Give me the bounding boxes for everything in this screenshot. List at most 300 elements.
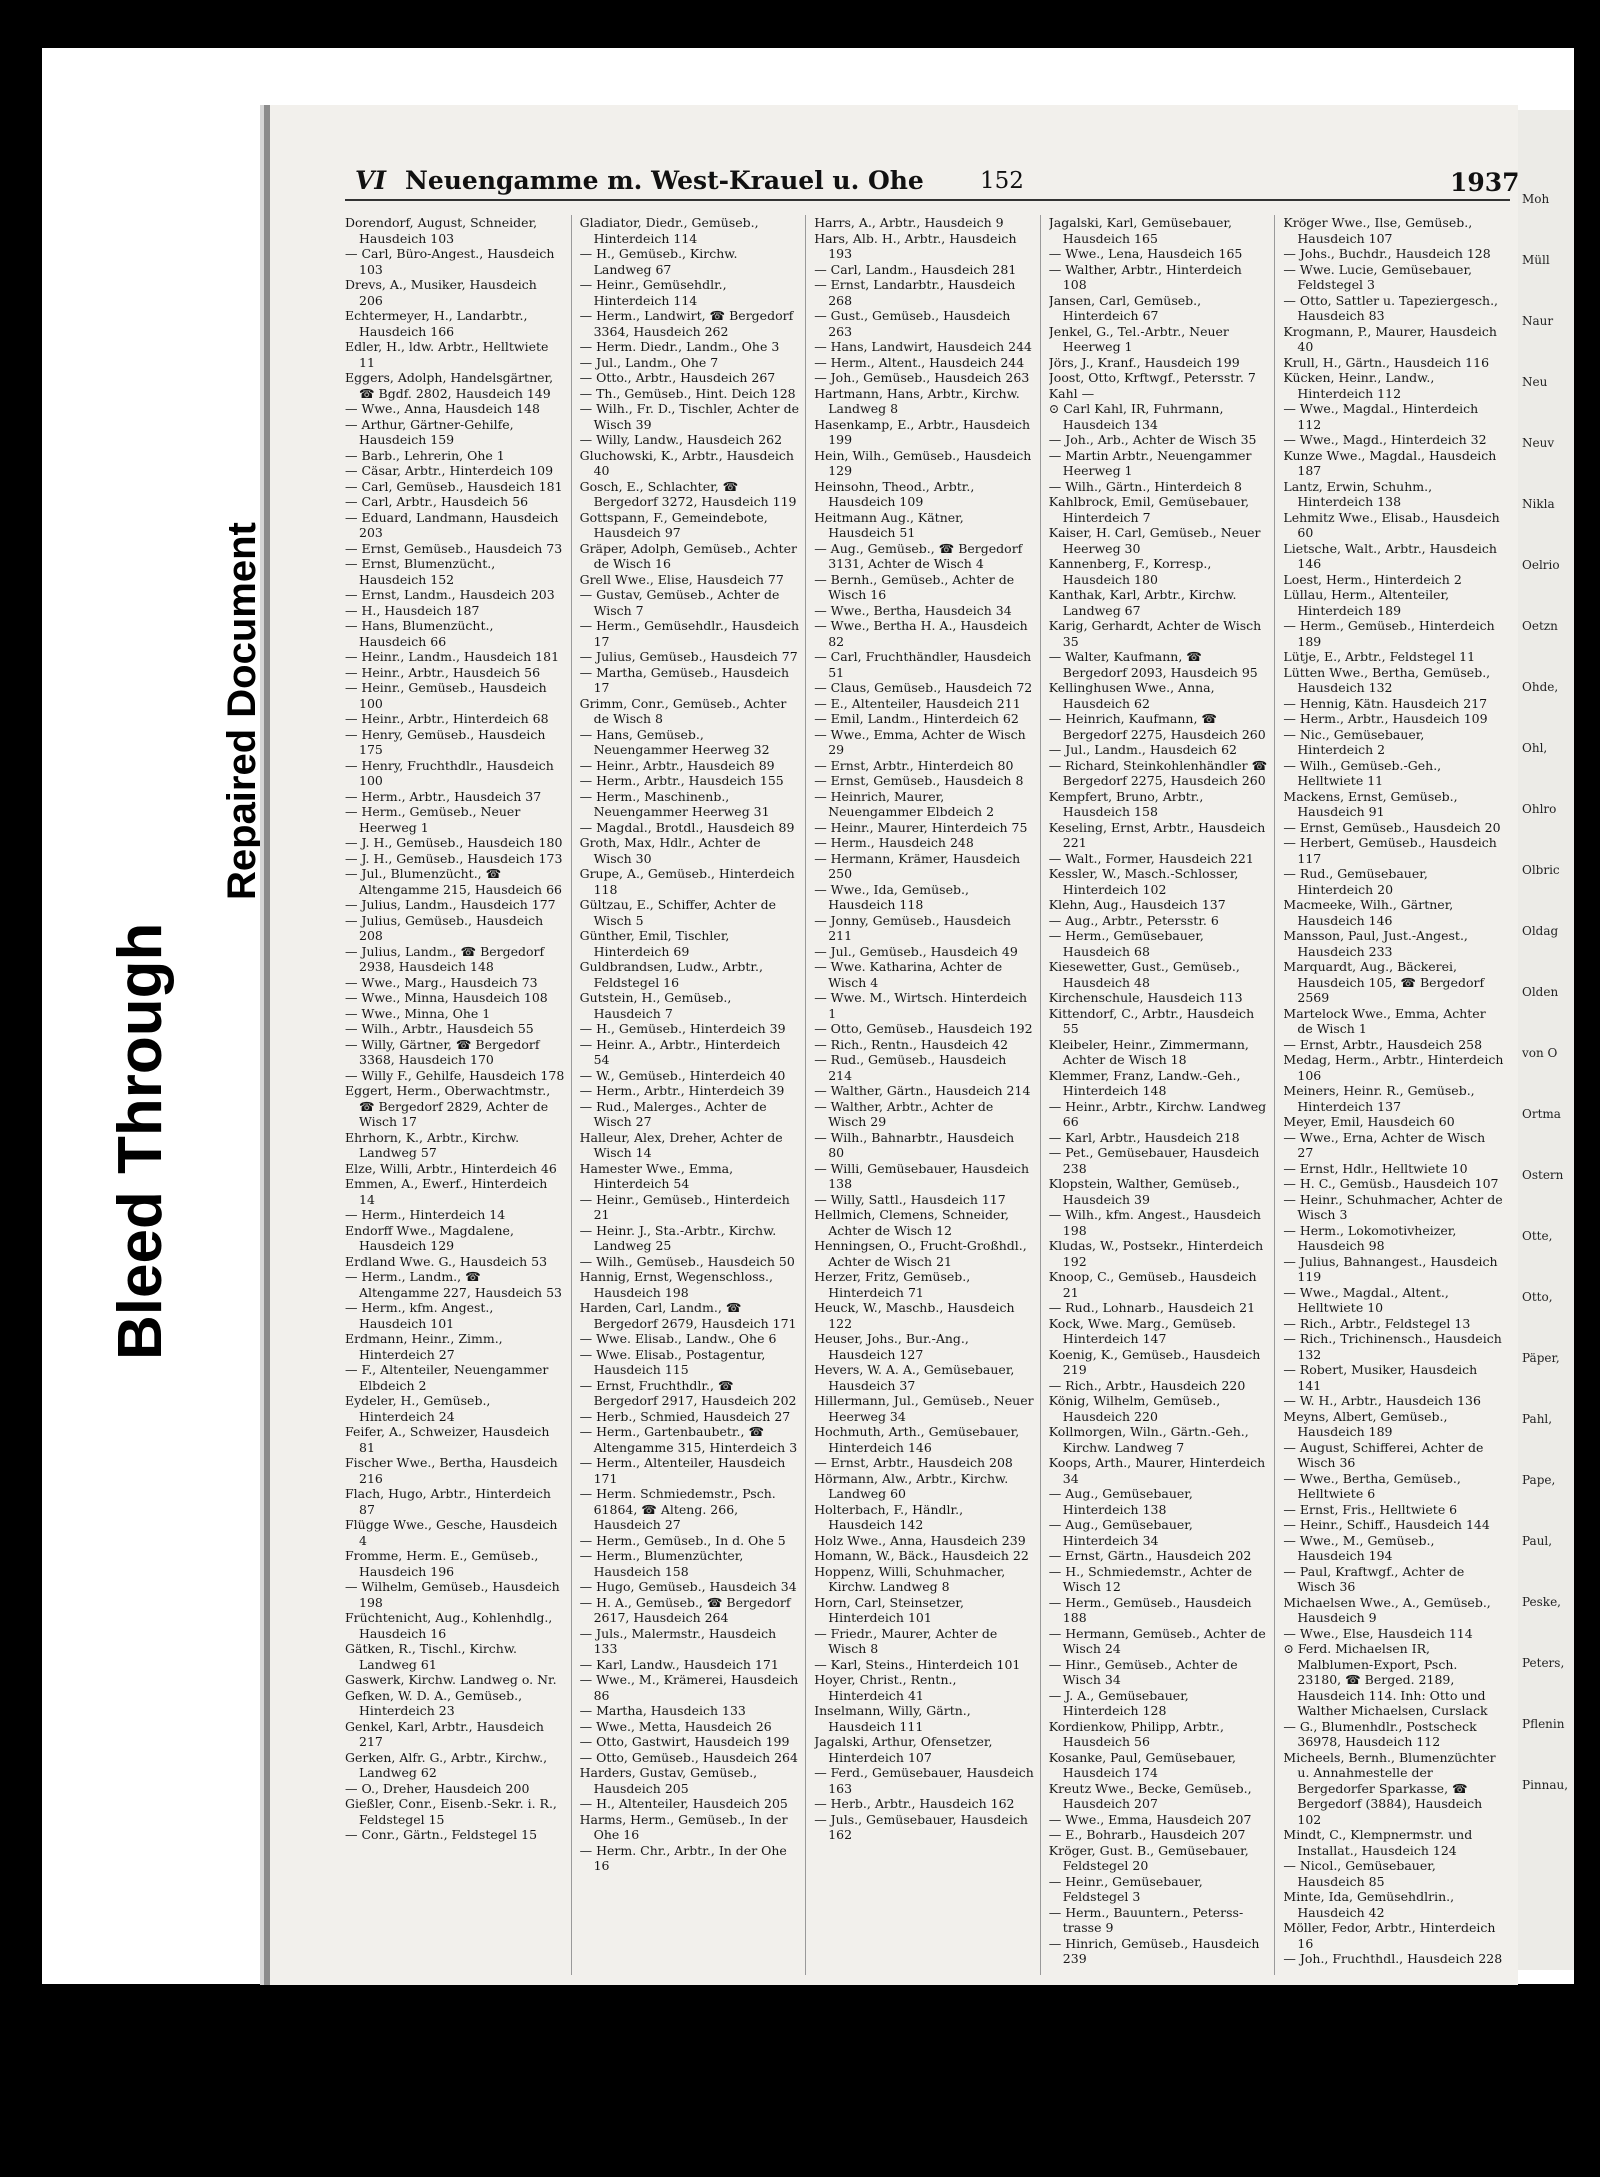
directory-entry: — Herm. Diedr., Landm., Ohe 3 <box>579 339 780 354</box>
directory-entry: Lantz, Erwin, Schuhm., Hinterdeich 138 <box>1283 478 1433 509</box>
directory-entry: Krull, H., Gärtn., Hausdeich 116 <box>1283 354 1490 370</box>
next-page-fragment: Peters, <box>1522 1656 1565 1670</box>
directory-entry: — H., Gemüseb., Kirchw. Landweg 67 <box>579 246 738 277</box>
directory-entry: — Ernst, Gemüseb., Hausdeich 73 <box>345 540 563 556</box>
directory-entry: Kellinghusen Wwe., Anna, Hausdeich 62 <box>1048 680 1215 711</box>
next-page-fragment: Oetzn <box>1522 619 1558 633</box>
directory-entry: Herzer, Fritz, Gemüseb., Hinterdeich 71 <box>814 1269 971 1300</box>
next-page-fragment: Ohlro <box>1522 802 1557 816</box>
directory-entry: — Eduard, Landmann, Hausdeich 203 <box>345 509 559 540</box>
directory-entry: Eggert, Herm., Oberwachtmstr., ☎ Bergedorf 2829, Achter de Wisch 17 <box>345 1083 551 1129</box>
directory-entry: Loest, Herm., Hinterdeich 2 <box>1283 571 1462 587</box>
directory-entry: Gottspann, F., Gemeindebote, Hausdeich 97 <box>579 509 768 540</box>
directory-entry: Kanthak, Karl, Arbtr., Kirchw. Landweg 67 <box>1048 587 1237 618</box>
directory-entry: — Julius, Gemüseb., Hausdeich 208 <box>345 912 544 943</box>
next-page-fragment: Neuv <box>1522 436 1555 450</box>
directory-entry: Groth, Max, Hdlr., Achter de Wisch 30 <box>579 835 761 866</box>
directory-entry: — Wwe., Marg., Hausdeich 73 <box>345 974 538 990</box>
directory-entry: — Aug., Gemüsebauer, Hinterdeich 34 <box>1048 1517 1193 1548</box>
directory-entry: — Herm., Bauuntern., Petersstrasse 9 <box>1048 1904 1244 1935</box>
directory-entry: — Willy F., Gehilfe, Hausdeich 178 <box>345 1067 565 1083</box>
directory-entry: Grimm, Conr., Gemüseb., Achter de Wisch 8 <box>579 695 787 726</box>
directory-entry: Kreutz Wwe., Becke, Gemüseb., Hausdeich 207 <box>1048 1780 1252 1811</box>
directory-entry: — Herm., Altenteiler, Hausdeich 171 <box>579 1455 786 1486</box>
directory-columns <box>345 215 1510 1975</box>
directory-entry: Lehmitz Wwe., Elisab., Hausdeich 60 <box>1283 509 1500 540</box>
directory-entry: — Carl, Büro-Angest., Hausdeich 103 <box>345 246 555 277</box>
directory-entry: — Heinr. J., Sta.-Arbtr., Kirchw. Landweg 25 <box>579 1222 777 1253</box>
directory-entry: — W., Gemüseb., Hinterdeich 40 <box>579 1067 786 1083</box>
directory-entry: — Heinr., Arbtr., Hinterdeich 68 <box>345 711 549 726</box>
directory-entry: — Herm. Chr., Arbtr., In der Ohe 16 <box>579 1842 787 1873</box>
directory-entry: Knoop, C., Gemüseb., Hausdeich 21 <box>1048 1269 1257 1300</box>
directory-entry: — Walther, Gärtn., Hausdeich 214 <box>814 1083 1031 1098</box>
column-2 <box>580 215 807 1975</box>
directory-entry: Gräper, Adolph, Gemüseb., Achter de Wisch 16 <box>579 540 798 571</box>
directory-entry: — Barb., Lehrerin, Ohe 1 <box>345 447 505 463</box>
directory-entry: — Carl, Landm., Hausdeich 281 <box>814 261 1017 277</box>
directory-entry: — Wwe., Bertha, Hausdeich 34 <box>814 602 1012 618</box>
next-page-fragment: Päper, <box>1522 1351 1560 1365</box>
directory-entry: Dorendorf, August, Schneider, Hausdeich 103 <box>345 215 538 246</box>
directory-entry: — Herb., Schmied, Hausdeich 27 <box>579 1408 791 1424</box>
directory-entry: — Walter, Kaufmann, ☎ Bergedorf 2093, Hausdeich 95 <box>1048 649 1258 680</box>
directory-entry: — Herm. Schmiedemstr., Psch. 61864, ☎ Alteng. 266, Hausdeich 27 <box>579 1486 776 1532</box>
directory-entry: — Walther, Arbtr., Hinterdeich 108 <box>1048 261 1242 292</box>
directory-entry: — Rich., Arbtr., Hausdeich 220 <box>1048 1377 1246 1393</box>
directory-entry: — Otto, Gemüseb., Hausdeich 264 <box>579 1749 798 1765</box>
directory-entry: — Hennig, Kätn. Hausdeich 217 <box>1283 695 1488 711</box>
next-page-fragment: Ohde, <box>1522 680 1559 694</box>
directory-entry: — Herm., kfm. Angest., Hausdeich 101 <box>345 1300 494 1331</box>
directory-entry: Krogmann, P., Maurer, Hausdeich 40 <box>1283 323 1497 354</box>
directory-entry: — Otto., Arbtr., Hausdeich 267 <box>579 370 776 385</box>
directory-entry: Lietsche, Walt., Arbtr., Hausdeich 146 <box>1283 540 1497 571</box>
directory-entry: Gefken, W. D. A., Gemüseb., Hinterdeich 23 <box>345 1687 523 1718</box>
directory-entry: Horn, Carl, Steinsetzer, Hinterdeich 101 <box>814 1594 964 1625</box>
directory-entry: — Herm., Arbtr., Hausdeich 155 <box>579 773 784 788</box>
scan-border-right <box>1574 48 1600 1984</box>
directory-entry: — Herm., Arbtr., Hinterdeich 39 <box>579 1083 785 1098</box>
directory-entry: — Rud., Gemüseb., Hausdeich 214 <box>814 1052 1007 1083</box>
directory-entry: — Aug., Gemüsebauer, Hinterdeich 138 <box>1048 1486 1193 1517</box>
directory-entry: Gosch, E., Schlachter, ☎ Bergedorf 3272, Hausdeich 119 <box>579 478 797 509</box>
directory-entry: — Joh., Gemüseb., Hausdeich 263 <box>814 370 1030 385</box>
next-page-fragment: Ortma <box>1522 1107 1561 1121</box>
directory-entry: — Henry, Fruchthdlr., Hausdeich 100 <box>345 757 554 788</box>
directory-entry: Eydeler, H., Gemüseb., Hinterdeich 24 <box>345 1393 491 1424</box>
directory-entry: Grupe, A., Gemüseb., Hinterdeich 118 <box>579 866 795 897</box>
directory-entry: — Wwe. Katharina, Achter de Wisch 4 <box>814 959 1003 990</box>
directory-entry: Hevers, W. A. A., Gemüsebauer, Hausdeich 37 <box>814 1362 1015 1393</box>
directory-entry: ⊙ Carl Kahl, IR, Fuhrmann, Hausdeich 134 <box>1048 401 1224 432</box>
directory-entry: — Hinrich, Gemüseb., Hausdeich 239 <box>1048 1935 1260 1966</box>
directory-entry: Heuser, Johs., Bur.-Ang., Hausdeich 127 <box>814 1331 969 1362</box>
directory-entry: — Willy, Sattl., Hausdeich 117 <box>814 1191 1006 1207</box>
directory-entry: Ehrhorn, K., Arbtr., Kirchw. Landweg 57 <box>345 1129 520 1160</box>
directory-entry: Edler, H., ldw. Arbtr., Helltwiete 11 <box>345 339 549 370</box>
directory-entry: — Friedr., Maurer, Achter de Wisch 8 <box>814 1625 998 1656</box>
directory-entry: — J. H., Gemüseb., Hausdeich 173 <box>345 850 563 866</box>
directory-entry: König, Wilhelm, Gemüseb., Hausdeich 220 <box>1048 1393 1221 1424</box>
directory-entry: — Willi, Gemüsebauer, Hausdeich 138 <box>814 1160 1030 1191</box>
directory-entry: Homann, W., Bäck., Hausdeich 22 <box>814 1548 1029 1563</box>
directory-entry: — Ernst, Landarbtr., Hausdeich 268 <box>814 277 1016 308</box>
directory-entry: Meiners, Heinr. R., Gemüseb., Hinterdeich 137 <box>1283 1083 1475 1114</box>
directory-entry: — Rud., Lohnarb., Hausdeich 21 <box>1048 1300 1256 1315</box>
directory-entry: — Herm., Gemüseb., Neuer Heerweg 1 <box>345 804 521 835</box>
directory-entry: — Jul., Landm., Ohe 7 <box>579 354 719 370</box>
directory-entry: — Heinr. A., Arbtr., Hinterdeich 54 <box>579 1036 781 1067</box>
next-page-fragment: Paul, <box>1522 1534 1553 1548</box>
directory-entry: — E., Altenteiler, Hausdeich 211 <box>814 695 1021 711</box>
directory-entry: — Herbert, Gemüseb., Hausdeich 117 <box>1283 835 1497 866</box>
directory-entry: — Hans, Blumenzücht., Hausdeich 66 <box>345 618 494 649</box>
directory-entry: — Ernst, Gemüseb., Hausdeich 8 <box>814 773 1024 788</box>
directory-entry: Henningsen, O., Frucht-Großhdl., Achter de Wisch 21 <box>814 1238 1027 1269</box>
directory-entry: — Heinrich, Maurer, Neuengammer Elbdeich 2 <box>814 788 995 819</box>
directory-entry: Kücken, Heinr., Landw., Hinterdeich 112 <box>1283 370 1435 401</box>
directory-entry: — H. C., Gemüsb., Hausdeich 107 <box>1283 1176 1499 1191</box>
directory-entry: Harrs, A., Arbtr., Hausdeich 9 <box>814 215 1004 230</box>
directory-entry: — Karl, Steins., Hinterdeich 101 <box>814 1656 1021 1672</box>
directory-entry: — Wwe. Elisab., Landw., Ohe 6 <box>579 1331 777 1346</box>
directory-entry: Flach, Hugo, Arbtr., Hinterdeich 87 <box>345 1486 551 1517</box>
document-condition-labels <box>95 380 264 1380</box>
directory-entry: Kollmorgen, Wiln., Gärtn.-Geh., Kirchw. Landweg 7 <box>1048 1424 1249 1455</box>
directory-entry: — Rud., Malerges., Achter de Wisch 27 <box>579 1098 767 1129</box>
directory-entry: Gerken, Alfr. G., Arbtr., Kirchw., Landweg 62 <box>345 1749 548 1780</box>
directory-entry: Klemmer, Franz, Landw.-Geh., Hinterdeich 148 <box>1048 1067 1241 1098</box>
directory-entry: — Wwe., Anna, Hausdeich 148 <box>345 401 540 416</box>
directory-entry: Erdland Wwe. G., Hausdeich 53 <box>345 1253 548 1269</box>
directory-entry: — Pet., Gemüsebauer, Hausdeich 238 <box>1048 1145 1260 1176</box>
directory-entry: — Walther, Arbtr., Achter de Wisch 29 <box>814 1098 994 1129</box>
directory-entry: Meyer, Emil, Hausdeich 60 <box>1283 1114 1455 1129</box>
directory-entry: Hillermann, Jul., Gemüseb., Neuer Heerweg 34 <box>814 1393 1034 1424</box>
next-page-fragment: Pape, <box>1522 1473 1556 1487</box>
next-page-fragment: von O <box>1522 1046 1558 1060</box>
directory-entry: Gießler, Conr., Eisenb.-Sekr. i. R., Feldstegel 15 <box>345 1796 557 1827</box>
directory-entry: — Karl, Landw., Hausdeich 171 <box>579 1656 779 1672</box>
directory-entry: — Wwe., Bertha, Gemüseb., Helltwiete 6 <box>1283 1470 1461 1501</box>
directory-entry: — Herm., Hausdeich 248 <box>814 835 974 850</box>
directory-entry: — Paul, Kraftwgf., Achter de Wisch 36 <box>1283 1563 1465 1594</box>
directory-entry: — Wwe., Minna, Hausdeich 108 <box>345 990 548 1005</box>
directory-entry: — Claus, Gemüseb., Hausdeich 72 <box>814 680 1033 695</box>
directory-entry: — Hans, Gemüseb., Neuengammer Heerweg 32 <box>579 726 770 757</box>
directory-entry: — Robert, Musiker, Hausdeich 141 <box>1283 1362 1478 1393</box>
directory-entry: Echtermeyer, H., Landarbtr., Hausdeich 166 <box>345 308 528 339</box>
directory-entry: — Wilh., Gemüseb., Hausdeich 50 <box>579 1253 795 1269</box>
directory-entry: — Heinr., Gemüsehdlr., Hinterdeich 114 <box>579 277 727 308</box>
directory-entry: — G., Blumenhdlr., Postscheck 36978, Hausdeich 112 <box>1283 1718 1477 1749</box>
directory-entry: — Carl, Fruchthändler, Hausdeich 51 <box>814 649 1032 680</box>
directory-entry: Hannig, Ernst, Wegenschloss., Hausdeich 198 <box>579 1269 773 1300</box>
directory-entry: Mindt, C., Klempnermstr. und Installat., Hausdeich 124 <box>1283 1827 1473 1858</box>
directory-entry: Halleur, Alex, Dreher, Achter de Wisch 14 <box>579 1129 783 1160</box>
directory-entry: — Jul., Landm., Hausdeich 62 <box>1048 742 1237 757</box>
directory-entry: Mackens, Ernst, Gemüseb., Hausdeich 91 <box>1283 788 1458 819</box>
directory-entry: — Heinr., Schuhmacher, Achter de Wisch 3 <box>1283 1191 1503 1222</box>
directory-entry: — Ernst, Hdlr., Helltwiete 10 <box>1283 1160 1468 1176</box>
directory-entry: — Th., Gemüseb., Hint. Deich 128 <box>579 385 796 401</box>
directory-entry: Hasenkamp, E., Arbtr., Hausdeich 199 <box>814 416 1031 447</box>
directory-entry: — Gust., Gemüseb., Hausdeich 263 <box>814 308 1011 339</box>
directory-entry: Elze, Willi, Arbtr., Hinterdeich 46 <box>345 1160 557 1176</box>
directory-entry: Günther, Emil, Tischler, Hinterdeich 69 <box>579 928 730 959</box>
directory-entry: — Wilh., Gärtn., Hinterdeich 8 <box>1048 478 1242 494</box>
next-page-fragment: Ohl, <box>1522 741 1548 755</box>
directory-entry: — Ernst, Fruchthdlr., ☎ Bergedorf 2917, Hausdeich 202 <box>579 1377 797 1408</box>
directory-entry: Feifer, A., Schweizer, Hausdeich 81 <box>345 1424 550 1455</box>
directory-entry: Hoyer, Christ., Rentn., Hinterdeich 41 <box>814 1672 957 1703</box>
directory-entry: — Joh., Fruchthdl., Hausdeich 228 <box>1283 1951 1503 1966</box>
directory-entry: Hein, Wilh., Gemüseb., Hausdeich 129 <box>814 447 1032 478</box>
directory-entry: — Henry, Gemüseb., Hausdeich 175 <box>345 726 546 757</box>
directory-entry: Joost, Otto, Krftwgf., Petersstr. 7 <box>1048 370 1256 385</box>
directory-entry: Meyns, Albert, Gemüseb., Hausdeich 189 <box>1283 1408 1448 1439</box>
directory-entry: Harms, Herm., Gemüseb., In der Ohe 16 <box>579 1811 788 1842</box>
bleed-through-label: Bleed Through <box>106 922 175 1360</box>
directory-entry: — Wwe., M., Gemüseb., Hausdeich 194 <box>1283 1532 1435 1563</box>
directory-entry: — Herm., Gemüseb., Hausdeich 188 <box>1048 1594 1252 1625</box>
directory-entry: Michaelsen Wwe., A., Gemüseb., Hausdeich 9 <box>1283 1594 1491 1625</box>
directory-entry: Kempfert, Bruno, Arbtr., Hausdeich 158 <box>1048 788 1204 819</box>
directory-entry: — Wwe., M., Krämerei, Hausdeich 86 <box>579 1672 799 1703</box>
directory-entry: — Rich., Rentn., Hausdeich 42 <box>814 1036 1009 1052</box>
directory-entry: Kaiser, H. Carl, Gemüseb., Neuer Heerweg 30 <box>1048 525 1261 556</box>
directory-entry: — Wwe., Emma, Achter de Wisch 29 <box>814 726 1026 757</box>
directory-entry: — Rich., Trichinensch., Hausdeich 132 <box>1283 1331 1502 1362</box>
directory-entry: — Hermann, Krämer, Hausdeich 250 <box>814 850 1021 881</box>
directory-entry: Fischer Wwe., Bertha, Hausdeich 216 <box>345 1455 558 1486</box>
scan-border-top <box>0 0 1600 48</box>
directory-entry: — Heinrich, Kaufmann, ☎ Bergedorf 2275, Hausdeich 260 <box>1048 711 1266 742</box>
directory-entry: Kock, Wwe. Marg., Gemüseb. Hinterdeich 147 <box>1048 1315 1236 1346</box>
directory-entry: Kosanke, Paul, Gemüsebauer, Hausdeich 174 <box>1048 1749 1237 1780</box>
directory-entry: Hörmann, Alw., Arbtr., Kirchw. Landweg 60 <box>814 1470 1009 1501</box>
directory-entry: ⊙ Ferd. Michaelsen IR, Malblumen-Export, Psch. 23180, ☎ Berged. 2189, Hausdeich 114. Inh: Otto und Walther Michaelsen, Curslack <box>1283 1641 1488 1718</box>
directory-entry: Jagalski, Karl, Gemüsebauer, Hausdeich 165 <box>1048 215 1232 246</box>
directory-entry: — Wwe., Bertha H. A., Hausdeich 82 <box>814 618 1028 649</box>
directory-entry: — O., Dreher, Hausdeich 200 <box>345 1780 530 1796</box>
directory-entry: Drevs, A., Musiker, Hausdeich 206 <box>345 277 537 308</box>
directory-entry: — Heinr., Arbtr., Hausdeich 56 <box>345 664 541 680</box>
scan-border-bottom <box>0 1984 1600 2177</box>
directory-entry: — Hinr., Gemüseb., Achter de Wisch 34 <box>1048 1656 1238 1687</box>
directory-entry: — Heinr., Gemüseb., Hinterdeich 21 <box>579 1191 790 1222</box>
directory-entry: Micheels, Bernh., Blumenzüchter u. Annahmestelle der Bergedorfer Sparkasse, ☎ Bergedorf (3884), Hausdeich 102 <box>1283 1749 1496 1827</box>
directory-entry: — Rich., Arbtr., Feldstegel 13 <box>1283 1315 1471 1331</box>
directory-entry: — Heinr., Gemüsebauer, Feldstegel 3 <box>1048 1873 1203 1904</box>
directory-entry: Mansson, Paul, Just.-Angest., Hausdeich 233 <box>1283 928 1468 959</box>
directory-entry: — Heinr., Arbtr., Hausdeich 89 <box>579 757 775 773</box>
directory-entry: Gladiator, Diedr., Gemüseb., Hinterdeich 114 <box>579 215 759 246</box>
directory-entry: — Wwe., Magdal., Hinterdeich 112 <box>1283 401 1479 432</box>
directory-entry: — Martha, Gemüseb., Hausdeich 17 <box>579 664 790 695</box>
directory-entry: Gluchowski, K., Arbtr., Hausdeich 40 <box>579 447 794 478</box>
directory-entry: — Heinr., Schiff., Hausdeich 144 <box>1283 1517 1490 1532</box>
directory-entry: — Wilh., Gemüseb.-Geh., Helltwiete 11 <box>1283 757 1442 788</box>
directory-entry: Kannenberg, F., Korresp., Hausdeich 180 <box>1048 556 1212 587</box>
column-1 <box>345 215 572 1975</box>
directory-entry: Genkel, Karl, Arbtr., Hausdeich 217 <box>345 1718 544 1749</box>
column-4 <box>1049 215 1276 1975</box>
directory-entry: — Wwe., Emma, Hausdeich 207 <box>1048 1811 1252 1827</box>
directory-entry: Hamester Wwe., Emma, Hinterdeich 54 <box>579 1160 734 1191</box>
directory-entry: Fromme, Herm. E., Gemüseb., Hausdeich 196 <box>345 1548 539 1579</box>
directory-entry: Jagalski, Arthur, Ofensetzer, Hinterdeich 107 <box>814 1734 993 1765</box>
directory-entry: — H., Altenteiler, Hausdeich 205 <box>579 1796 788 1811</box>
directory-entry: — Rud., Gemüsebauer, Hinterdeich 20 <box>1283 866 1428 897</box>
directory-entry: — Herb., Arbtr., Hausdeich 162 <box>814 1796 1015 1811</box>
directory-entry: — Herm., Gartenbaubetr., ☎ Altengamme 315, Hinterdeich 3 <box>579 1424 798 1455</box>
directory-entry: Kludas, W., Postsekr., Hinterdeich 192 <box>1048 1238 1264 1269</box>
directory-entry: — Wwe., Lena, Hausdeich 165 <box>1048 246 1243 261</box>
directory-entry: Gültzau, E., Schiffer, Achter de Wisch 5 <box>579 897 777 928</box>
directory-entry: — Ernst, Arbtr., Hausdeich 208 <box>814 1455 1013 1470</box>
directory-entry: — Hermann, Gemüseb., Achter de Wisch 24 <box>1048 1625 1266 1656</box>
directory-entry: Kahl — <box>1048 385 1095 401</box>
directory-entry: — Wilh., Bahnarbtr., Hausdeich 80 <box>814 1129 1015 1160</box>
directory-entry: — Hugo, Gemüseb., Hausdeich 34 <box>579 1579 797 1594</box>
directory-entry: — Martin Arbtr., Neuengammer Heerweg 1 <box>1048 447 1252 478</box>
directory-entry: Kahlbrock, Emil, Gemüsebauer, Hinterdeich 7 <box>1048 494 1250 525</box>
directory-entry: Jenkel, G., Tel.-Arbtr., Neuer Heerweg 1 <box>1048 323 1229 354</box>
directory-entry: — J. A., Gemüsebauer, Hinterdeich 128 <box>1048 1687 1189 1718</box>
directory-entry: — Otto, Gemüseb., Hausdeich 192 <box>814 1021 1033 1036</box>
directory-entry: — Heinr., Gemüseb., Hausdeich 100 <box>345 680 547 711</box>
directory-entry: — Nicol., Gemüsebauer, Hausdeich 85 <box>1283 1858 1436 1889</box>
directory-entry: — Wwe., Else, Hausdeich 114 <box>1283 1625 1473 1641</box>
directory-entry: Klopstein, Walther, Gemüseb., Hausdeich 39 <box>1048 1176 1240 1207</box>
directory-entry: — Hans, Landwirt, Hausdeich 244 <box>814 339 1032 354</box>
directory-entry: — E., Bohrarb., Hausdeich 207 <box>1048 1827 1246 1842</box>
directory-entry: — Wwe. Elisab., Postagentur, Hausdeich 115 <box>579 1346 766 1377</box>
directory-entry: — Gustav, Gemüseb., Achter de Wisch 7 <box>579 587 780 618</box>
directory-entry: — Ernst, Fris., Helltwiete 6 <box>1283 1501 1458 1517</box>
directory-entry: Holz Wwe., Anna, Hausdeich 239 <box>814 1532 1026 1548</box>
directory-entry: — Julius, Landm., ☎ Bergedorf 2938, Hausdeich 148 <box>345 943 545 974</box>
directory-entry: — Heinr., Arbtr., Kirchw. Landweg 66 <box>1048 1098 1267 1129</box>
column-3 <box>814 215 1041 1975</box>
directory-entry: Heitmann Aug., Kätner, Hausdeich 51 <box>814 509 964 540</box>
directory-entry: — Wilh., Arbtr., Hausdeich 55 <box>345 1021 534 1036</box>
directory-entry: — Juls., Gemüsebauer, Hausdeich 162 <box>814 1811 1028 1842</box>
directory-entry: — Wilh., kfm. Angest., Hausdeich 198 <box>1048 1207 1261 1238</box>
directory-entry: — Heinr., Maurer, Hinterdeich 75 <box>814 819 1028 835</box>
directory-entry: Harders, Gustav, Gemüseb., Hausdeich 205 <box>579 1765 758 1796</box>
next-page-fragment: Otte, <box>1522 1229 1553 1243</box>
directory-entry: Kessler, W., Masch.-Schlosser, Hinterdeich 102 <box>1048 866 1239 897</box>
directory-entry: — Herm., Hinterdeich 14 <box>345 1207 506 1222</box>
directory-entry: Marquardt, Aug., Bäckerei, Hausdeich 105, ☎ Bergedorf 2569 <box>1283 959 1485 1005</box>
directory-entry: — W. H., Arbtr., Hausdeich 136 <box>1283 1393 1481 1408</box>
directory-entry: Martelock Wwe., Emma, Achter de Wisch 1 <box>1283 1005 1486 1036</box>
directory-entry: Kirchenschule, Hausdeich 113 <box>1048 990 1243 1005</box>
next-page-fragment: Olbric <box>1522 863 1560 877</box>
directory-entry: Hartmann, Hans, Arbtr., Kirchw. Landweg 8 <box>814 385 1020 416</box>
directory-entry: — Herm., Gemüsebauer, Hausdeich 68 <box>1048 928 1204 959</box>
directory-entry: Lütje, E., Arbtr., Feldstegel 11 <box>1283 649 1476 664</box>
scan-border-left <box>0 48 42 1984</box>
directory-entry: Karig, Gerhardt, Achter de Wisch 35 <box>1048 618 1262 649</box>
directory-entry: Medag, Herm., Arbtr., Hinterdeich 106 <box>1283 1052 1504 1083</box>
directory-entry: — Wwe., Minna, Ohe 1 <box>345 1005 491 1021</box>
directory-page <box>270 105 1518 1985</box>
directory-entry: — Aug., Gemüseb., ☎ Bergedorf 3131, Achter de Wisch 4 <box>814 540 1023 571</box>
directory-entry: Kiesewetter, Gust., Gemüseb., Hausdeich 48 <box>1048 959 1240 990</box>
next-page-fragment: Pflenin <box>1522 1717 1565 1731</box>
page-title: Neuengamme m. West-Krauel u. Ohe <box>405 166 924 195</box>
directory-entry: Macmeeke, Wilh., Gärtner, Hausdeich 146 <box>1283 897 1454 928</box>
directory-entry: — Julius, Landm., Hausdeich 177 <box>345 897 556 912</box>
directory-entry: — Herm., Gemüseb., Hinterdeich 189 <box>1283 618 1495 649</box>
directory-entry: — August, Schifferei, Achter de Wisch 36 <box>1283 1439 1484 1470</box>
directory-entry: Kröger, Gust. B., Gemüsebauer, Feldstegel 20 <box>1048 1842 1249 1873</box>
directory-entry: Minte, Ida, Gemüsehdlrin., Hausdeich 42 <box>1283 1889 1455 1920</box>
directory-entry: — Ernst, Arbtr., Hausdeich 258 <box>1283 1036 1483 1052</box>
directory-entry: Endorff Wwe., Magdalene, Hausdeich 129 <box>345 1222 514 1253</box>
next-page-fragment: Olden <box>1522 985 1559 999</box>
directory-entry: Möller, Fedor, Arbtr., Hinterdeich 16 <box>1283 1920 1496 1951</box>
directory-entry: — Herm., Landm., ☎ Altengamme 227, Hausdeich 53 <box>345 1269 562 1300</box>
directory-entry: — Ernst, Gemüseb., Hausdeich 20 <box>1283 819 1501 835</box>
directory-entry: — Carl, Gemüseb., Hausdeich 181 <box>345 478 563 494</box>
directory-entry: — Herm., Altent., Hausdeich 244 <box>814 354 1025 370</box>
directory-entry: — Herm., Arbtr., Hausdeich 37 <box>345 788 542 804</box>
page-number: 152 <box>980 168 1024 194</box>
directory-entry: — Wwe. M., Wirtsch. Hinterdeich 1 <box>814 990 1028 1021</box>
directory-entry: Kordienkow, Philipp, Arbtr., Hausdeich 56 <box>1048 1718 1224 1749</box>
directory-entry: — Julius, Bahnangest., Hausdeich 119 <box>1283 1253 1498 1284</box>
directory-entry: — Herm., Lokomotivheizer, Hausdeich 98 <box>1283 1222 1457 1253</box>
next-page-fragment: Otto, <box>1522 1290 1553 1304</box>
directory-entry: — Heinr., Landm., Hausdeich 181 <box>345 649 560 664</box>
directory-entry: — Wwe., Magdal., Altent., Helltwiete 10 <box>1283 1284 1449 1315</box>
directory-entry: — Wwe., Ida, Gemüseb., Hausdeich 118 <box>814 881 969 912</box>
directory-entry: Heuck, W., Maschb., Hausdeich 122 <box>814 1300 1015 1331</box>
directory-entry: — Otto, Gastwirt, Hausdeich 199 <box>579 1734 790 1749</box>
directory-entry: — Aug., Arbtr., Petersstr. 6 <box>1048 912 1219 928</box>
directory-entry: — Magdal., Brotdl., Hausdeich 89 <box>579 819 795 835</box>
column-5 <box>1283 215 1510 1975</box>
page-header <box>355 160 1520 200</box>
directory-entry: Hars, Alb. H., Arbtr., Hausdeich 193 <box>814 230 1017 261</box>
directory-entry: — Ferd., Gemüsebauer, Hausdeich 163 <box>814 1765 1034 1796</box>
directory-entry: — Juls., Malermstr., Hausdeich 133 <box>579 1625 777 1656</box>
directory-entry: — Ernst, Gärtn., Hausdeich 202 <box>1048 1548 1252 1563</box>
directory-entry: — Arthur, Gärtner-Gehilfe, Hausdeich 159 <box>345 416 514 447</box>
next-page-fragment: Oelrio <box>1522 558 1560 572</box>
directory-entry: — Jul., Gemüseb., Hausdeich 49 <box>814 943 1018 959</box>
directory-entry: Guldbrandsen, Ludw., Arbtr., Feldstegel 16 <box>579 959 763 990</box>
directory-entry: — Wwe. Lucie, Gemüsebauer, Feldstegel 3 <box>1283 261 1473 292</box>
section-number: VI <box>355 166 387 195</box>
directory-entry: — Emil, Landm., Hinterdeich 62 <box>814 711 1019 726</box>
directory-entry: — Karl, Arbtr., Hausdeich 218 <box>1048 1129 1240 1145</box>
directory-entry: — Conr., Gärtn., Feldstegel 15 <box>345 1827 538 1842</box>
directory-entry: Jörs, J., Kranf., Hausdeich 199 <box>1048 354 1240 370</box>
directory-entry: — Ernst, Arbtr., Hinterdeich 80 <box>814 757 1014 773</box>
directory-entry: — H., Hausdeich 187 <box>345 602 480 618</box>
directory-entry: — Wwe., Metta, Hausdeich 26 <box>579 1718 772 1734</box>
directory-entry: Heinsohn, Theod., Arbtr., Hausdeich 109 <box>814 478 975 509</box>
directory-entry: — Jul., Blumenzücht., ☎ Altengamme 215, Hausdeich 66 <box>345 866 562 897</box>
directory-entry: — Willy, Landw., Hausdeich 262 <box>579 432 783 447</box>
next-page-fragment: Naur <box>1522 314 1554 328</box>
